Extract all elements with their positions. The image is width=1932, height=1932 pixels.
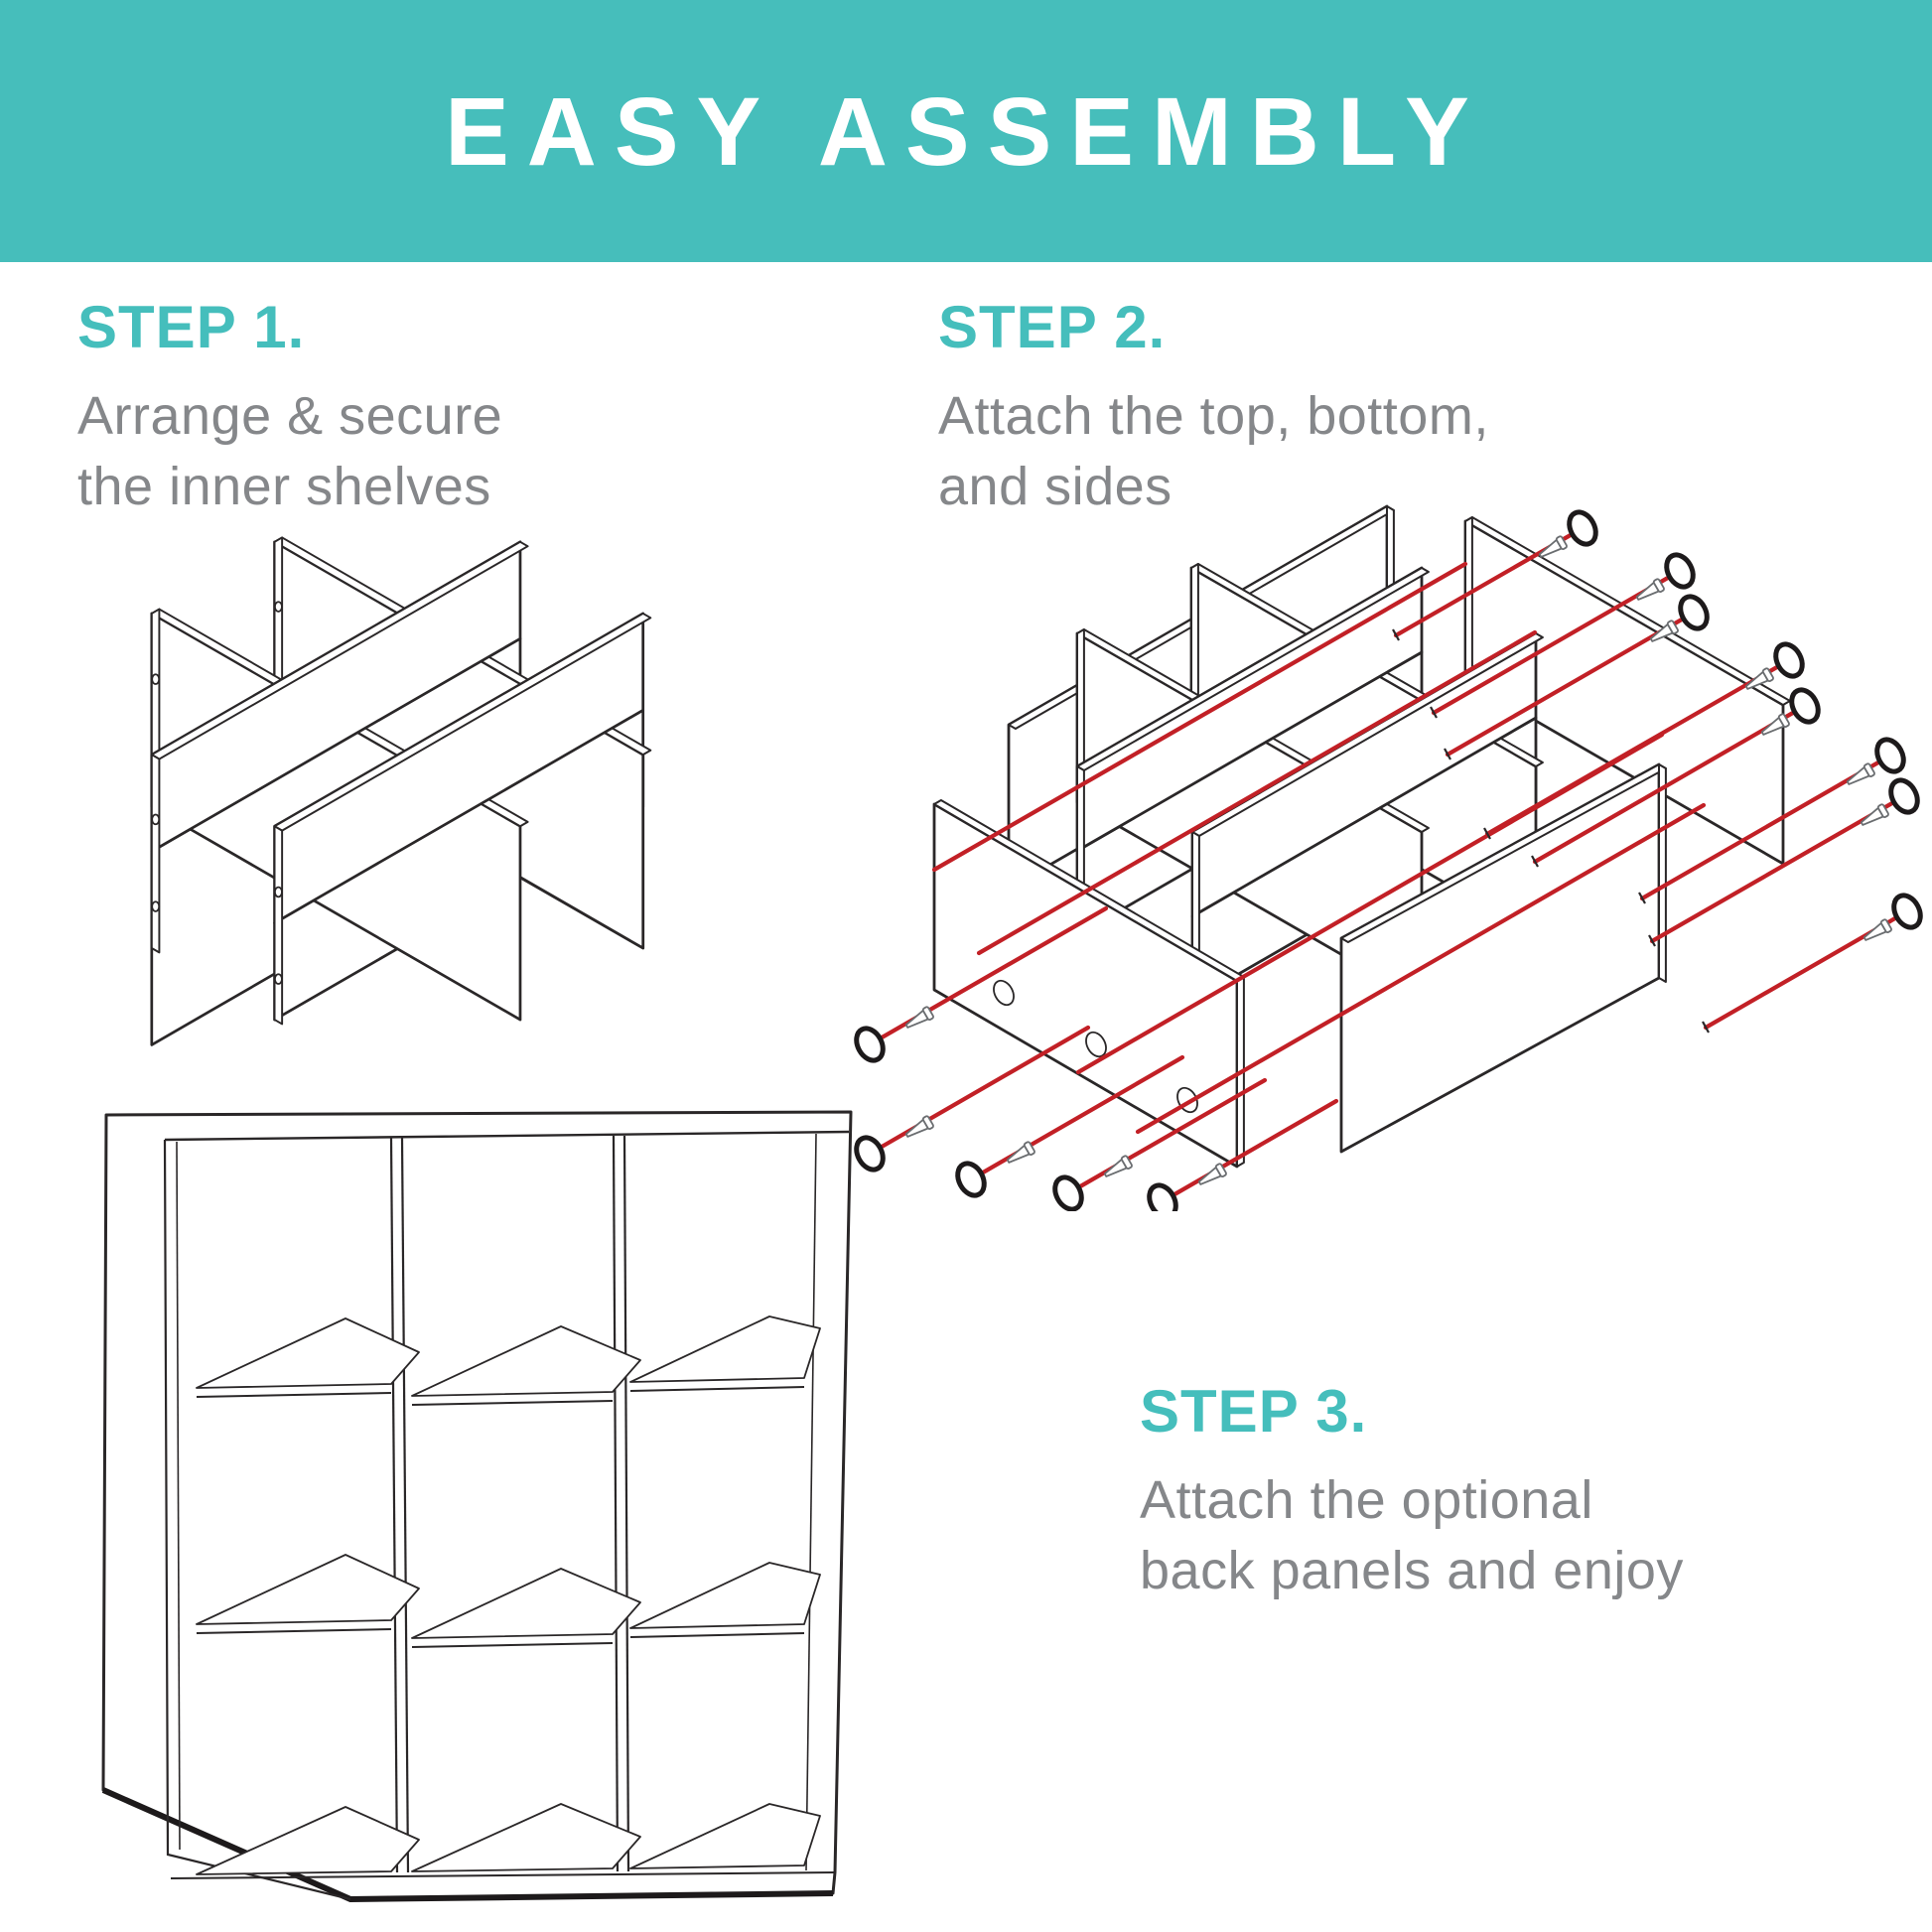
step-1-label: STEP 1. <box>77 294 306 360</box>
step-3-description: Attach the optional back panels and enjoy <box>1140 1470 1684 1601</box>
cube-organizer <box>103 1112 851 1899</box>
step-1-description: Arrange & secure the inner shelves <box>77 386 503 517</box>
step-2-label: STEP 2. <box>938 294 1167 360</box>
inner-shelves-diagram <box>107 534 707 1061</box>
step-2-description: Attach the top, bottom, and sides <box>938 386 1489 517</box>
exploded-assembly-diagram <box>840 437 1932 1211</box>
step-1-block <box>77 294 503 523</box>
assembled-cube-organizer-drawing <box>60 1072 903 1932</box>
banner-title: EASY ASSEMBLY <box>445 76 1487 186</box>
step-3-block <box>1140 1378 1684 1607</box>
shelf-grid-isometric <box>152 537 650 1044</box>
step-3-label: STEP 3. <box>1140 1378 1368 1445</box>
title-banner <box>0 0 1932 262</box>
